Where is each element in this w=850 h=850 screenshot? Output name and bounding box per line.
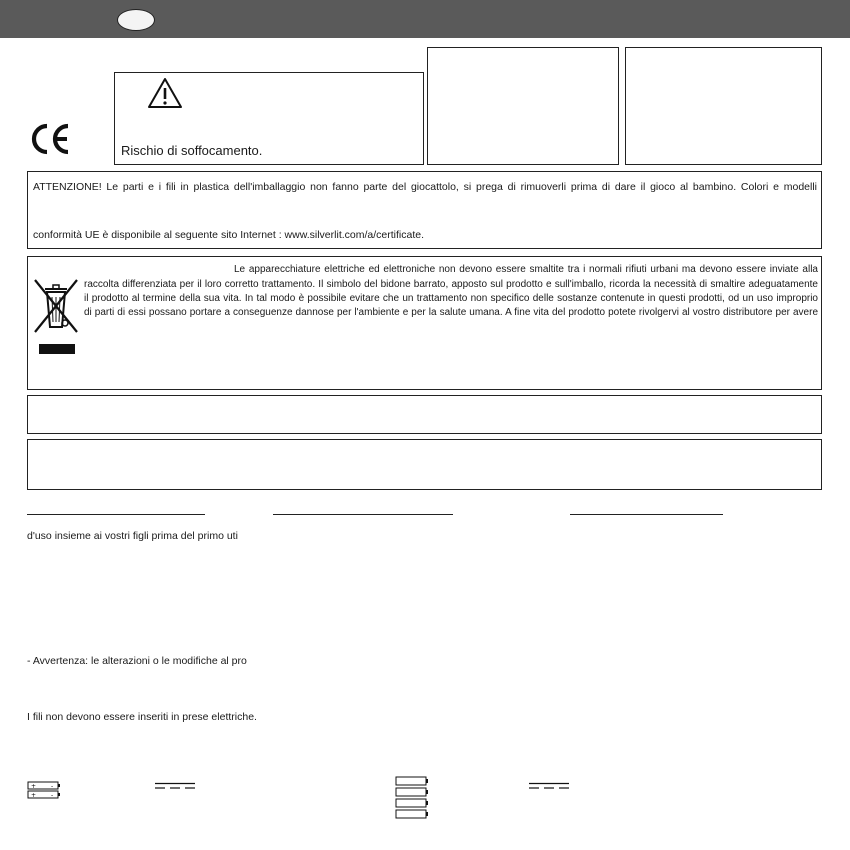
weee-box xyxy=(27,256,822,390)
manual-line-1: d'uso insieme ai vostri figli prima del primo uti xyxy=(27,530,238,542)
weee-line-1: Le apparecchiature elettriche ed elettroniche non devono essere smaltite tra i normali rifiuti urbani ma devono essere inviate alla xyxy=(234,264,818,275)
dc-symbol-icon-2 xyxy=(528,782,570,790)
rule-2 xyxy=(273,514,453,515)
battery-quad-icon xyxy=(395,776,429,820)
language-badge xyxy=(117,9,155,31)
ce-mark-icon xyxy=(28,122,72,156)
manual-line-3: I fili non devono essere inseriti in prese elettriche. xyxy=(27,711,257,723)
dc-symbol-icon xyxy=(154,782,196,790)
svg-text:+: + xyxy=(31,783,37,790)
svg-text:+: + xyxy=(31,792,37,799)
attention-line-1: ATTENZIONE! Le parti e i fili in plastica dell'imballaggio non fanno parte del giocattolo, si prega di rimuoverli prima di dare il gioco al bambino. Colori e modelli xyxy=(33,181,817,193)
rule-1 xyxy=(27,514,205,515)
info-box-right xyxy=(625,47,822,165)
empty-box-1 xyxy=(27,395,822,434)
manual-line-2: - Avvertenza: le alterazioni o le modifiche al pro xyxy=(27,655,247,667)
warning-text: Rischio di soffocamento. xyxy=(121,143,263,158)
battery-pair-icon xyxy=(27,781,61,799)
rule-3 xyxy=(570,514,723,515)
weee-line-4: di parti di essi possano portare a conseguenze dannose per l'ambiente e per la salute umana. A fine vita del prodotto potete rivolgervi al vostro distributore per avere xyxy=(84,307,818,318)
svg-text:-: - xyxy=(51,783,54,790)
weee-line-3: il prodotto al termine della sua vita. In tal modo è possibile evitare che un trattamento non specifico delle sostanze contenute in questi prodotti, od un uso improprio xyxy=(84,293,818,304)
info-box-left xyxy=(427,47,619,165)
warning-triangle-icon xyxy=(147,77,183,109)
attention-line-2: conformità UE è disponibile al seguente sito Internet : www.silverlit.com/a/certificate. xyxy=(33,229,425,241)
empty-box-2 xyxy=(27,439,822,490)
crossed-bin-icon xyxy=(32,276,82,358)
weee-line-2: raccolta differenziata per il loro corretto trattamento. Il simbolo del bidone barrato, apposto sul prodotto e sull'imballo, ricorda la necessità di smaltire adeguatamente xyxy=(84,279,818,290)
svg-text:-: - xyxy=(51,792,54,799)
